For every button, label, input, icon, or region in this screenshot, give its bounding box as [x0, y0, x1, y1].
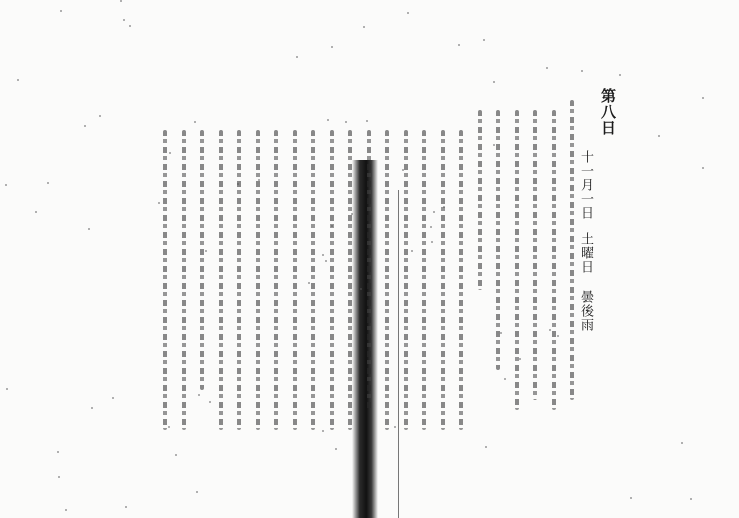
scan-speck [690, 498, 692, 500]
scan-speck [394, 426, 396, 428]
handwritten-column [237, 130, 241, 430]
handwritten-column [441, 130, 445, 430]
scan-speck [658, 135, 660, 137]
scan-speck [58, 476, 60, 478]
handwritten-column [311, 130, 315, 430]
scan-speck [431, 241, 433, 243]
scan-speck [198, 394, 200, 396]
scan-speck [205, 250, 207, 252]
handwritten-column [256, 130, 260, 430]
scan-speck [402, 169, 404, 171]
handwritten-column [330, 130, 334, 430]
scan-speck [57, 451, 59, 453]
date-label: 十一月一日 [578, 150, 593, 220]
scan-speck [196, 491, 198, 493]
scan-speck [360, 288, 362, 290]
scan-speck [112, 397, 114, 399]
scan-speck [443, 206, 445, 208]
scan-speck [557, 335, 559, 337]
scan-speck [351, 213, 353, 215]
scan-speck [91, 407, 93, 409]
scan-speck [483, 39, 485, 41]
scan-speck [296, 56, 298, 58]
scan-speck [702, 167, 704, 169]
handwritten-column [163, 130, 167, 430]
handwritten-body [170, 100, 600, 480]
scan-speck [485, 446, 487, 448]
scan-speck [546, 67, 548, 69]
handwritten-column [385, 130, 389, 430]
scan-speck [99, 115, 101, 117]
scan-speck [237, 183, 239, 185]
scan-speck [331, 225, 333, 227]
handwritten-column [182, 130, 186, 430]
scan-speck [35, 211, 37, 213]
scan-speck [17, 79, 19, 81]
scan-speck [327, 119, 329, 121]
scan-speck [123, 19, 125, 21]
scan-speck [363, 26, 365, 28]
scan-speck [619, 74, 621, 76]
handwritten-column [459, 130, 463, 430]
scan-speck [125, 506, 127, 508]
scan-speck [5, 184, 7, 186]
scan-speck [458, 44, 460, 46]
scan-speck [88, 228, 90, 230]
handwritten-column [570, 100, 574, 400]
handwritten-column [404, 130, 408, 430]
scan-speck [168, 426, 170, 428]
scan-speck [169, 152, 171, 154]
handwritten-column [367, 130, 371, 410]
scan-speck [331, 46, 333, 48]
scan-speck [47, 182, 49, 184]
weekday-label: 土曜日 [578, 232, 593, 274]
scan-speck [549, 329, 551, 331]
scan-speck [411, 250, 413, 252]
scan-speck [194, 121, 196, 123]
scan-speck [433, 211, 435, 213]
day-label: 第八日 [599, 88, 617, 136]
scan-speck [175, 454, 177, 456]
scan-speck [322, 254, 324, 256]
scan-speck [322, 430, 324, 432]
handwritten-column [422, 130, 426, 430]
handwritten-column [274, 130, 278, 430]
scan-speck [366, 120, 368, 122]
scan-speck [129, 25, 131, 27]
scan-speck [335, 448, 337, 450]
handwritten-column [515, 110, 519, 410]
handwritten-column [293, 130, 297, 430]
weather-label: 曇後雨 [578, 290, 593, 332]
scan-speck [500, 332, 502, 334]
scan-speck [6, 388, 8, 390]
handwritten-column [478, 110, 482, 290]
handwritten-column [348, 130, 352, 430]
scan-speck [493, 144, 495, 146]
scan-speck [430, 226, 432, 228]
scan-speck [504, 378, 506, 380]
scan-speck [325, 260, 327, 262]
scan-speck [702, 97, 704, 99]
handwritten-column [496, 110, 500, 370]
scan-speck [630, 497, 632, 499]
scan-speck [60, 10, 62, 12]
handwritten-column [219, 130, 223, 430]
handwritten-column [533, 110, 537, 400]
scan-speck [120, 0, 122, 2]
scan-speck [519, 358, 521, 360]
handwritten-column [552, 110, 556, 410]
scan-speck [493, 81, 495, 83]
scan-speck [308, 282, 310, 284]
scan-speck [581, 70, 583, 72]
scan-speck [209, 401, 211, 403]
scan-speck [158, 202, 160, 204]
handwritten-column [200, 130, 204, 390]
scan-speck [345, 121, 347, 123]
scan-speck [65, 509, 67, 511]
scan-speck [681, 442, 683, 444]
scan-speck [407, 12, 409, 14]
scan-speck [258, 179, 260, 181]
scan-speck [84, 125, 86, 127]
